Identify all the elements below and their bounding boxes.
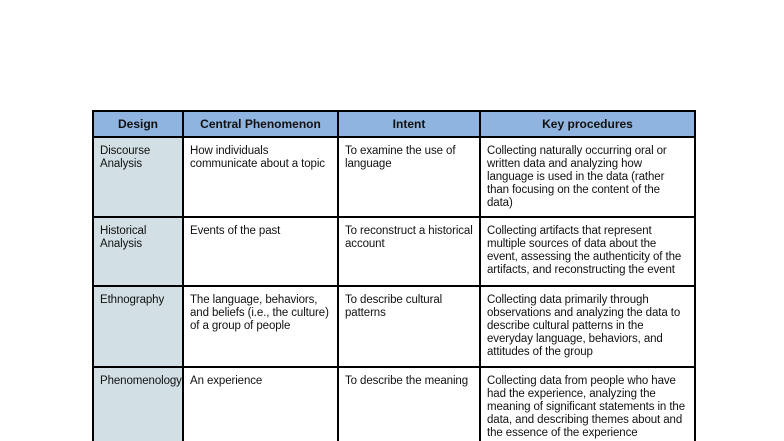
phenomenon-cell: Events of the past: [183, 217, 338, 286]
design-cell: Historical Analysis: [93, 217, 183, 286]
phenomenon-cell: How individuals communicate about a topic: [183, 137, 338, 217]
table-row: [93, 217, 695, 286]
header-key-procedures: Key procedures: [480, 111, 695, 137]
qualitative-designs-table: [92, 110, 696, 441]
table-row: [93, 367, 695, 441]
procedures-cell: Collecting naturally occurring oral or written data and analyzing how language is used in the data (rather than focusing on the content of the data): [480, 137, 695, 217]
procedures-cell: Collecting data primarily through observations and analyzing the data to describe cultural patterns in the everyday language, behaviors, and attitudes of the group: [480, 286, 695, 367]
intent-cell: To describe cultural patterns: [338, 286, 480, 367]
header-central-phenomenon: Central Phenomenon: [183, 111, 338, 137]
procedures-cell: Collecting data from people who have had the experience, analyzing the meaning of significant statements in the data, and describing themes about and the essence of the experience: [480, 367, 695, 441]
header-intent: Intent: [338, 111, 480, 137]
intent-cell: To examine the use of language: [338, 137, 480, 217]
table-row: [93, 286, 695, 367]
design-cell: Phenomenology: [93, 367, 183, 441]
table-header-row: [93, 111, 695, 137]
intent-cell: To reconstruct a historical account: [338, 217, 480, 286]
design-cell: Discourse Analysis: [93, 137, 183, 217]
header-design: Design: [93, 111, 183, 137]
phenomenon-cell: An experience: [183, 367, 338, 441]
intent-cell: To describe the meaning: [338, 367, 480, 441]
phenomenon-cell: The language, behaviors, and beliefs (i.e., the culture) of a group of people: [183, 286, 338, 367]
table-row: [93, 137, 695, 217]
design-cell: Ethnography: [93, 286, 183, 367]
procedures-cell: Collecting artifacts that represent multiple sources of data about the event, assessing the authenticity of the artifacts, and reconstructing the event: [480, 217, 695, 286]
